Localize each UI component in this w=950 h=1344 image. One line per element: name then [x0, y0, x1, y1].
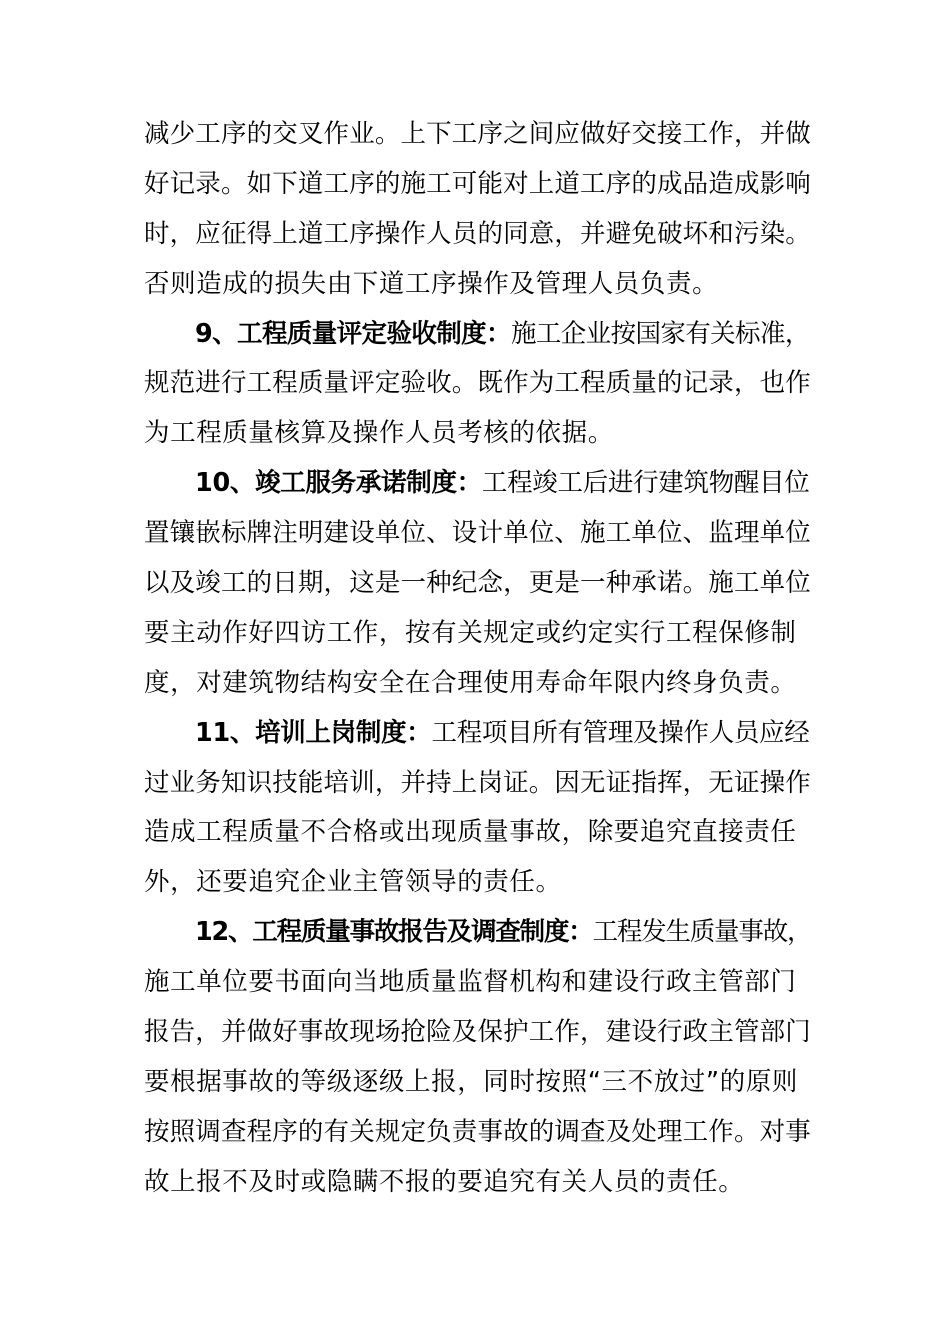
text-line: 要根据事故的等级逐级上报，同时按照“三不放过”的原则 [144, 1066, 799, 1097]
text-line: 过业务知识技能培训，并持上岗证。因无证指挥，无证操作 [144, 767, 811, 798]
item-text: 施工企业按国家有关标准， [510, 318, 810, 349]
text-line: 施工单位要书面向当地质量监督机构和建设行政主管部门 [144, 967, 797, 998]
text-line: 好记录。如下道工序的施工可能对上道工序的成品造成影响 [144, 168, 811, 199]
item-heading: 12、工程质量事故报告及调查制度： [195, 917, 593, 948]
text-line: 否则造成的损失由下道工序操作及管理人员负责。 [144, 268, 719, 299]
item-text: 工程竣工后进行建筑物醒目位 [481, 468, 810, 499]
item-text: 工程项目所有管理及操作人员应经 [431, 717, 810, 748]
paragraph-intro [144, 110, 812, 310]
item-heading: 9、工程质量评定验收制度： [195, 318, 511, 349]
text-line: 置镶嵌标牌注明建设单位、设计单位、施工单位、监理单位 [144, 518, 811, 549]
text-line: 按照调查程序的有关规定负责事故的调查及处理工作。对事 [144, 1116, 811, 1147]
text-line: 以及竣工的日期，这是一种纪念，更是一种承诺。施工单位 [144, 568, 811, 599]
text-line: 为工程质量核算及操作人员考核的依据。 [144, 418, 614, 449]
document-body [144, 110, 812, 1208]
text-line: 时，应征得上道工序操作人员的同意，并避免破坏和污染。 [144, 218, 811, 249]
item-heading: 11、培训上岗制度： [195, 717, 432, 748]
paragraph-item-9 [144, 310, 812, 460]
text-line: 减少工序的交叉作业。上下工序之间应做好交接工作，并做 [144, 119, 811, 149]
text-line: 度，对建筑物结构安全在合理使用寿命年限内终身负责。 [144, 667, 797, 698]
paragraph-item-12 [144, 908, 812, 1207]
text-line: 规范进行工程质量评定验收。既作为工程质量的记录，也作 [144, 368, 811, 399]
text-line: 报告，并做好事故现场抢险及保护工作，建设行政主管部门 [144, 1017, 811, 1048]
text-line [144, 310, 812, 360]
text-line: 要主动作好四访工作，按有关规定或约定实行工程保修制 [144, 617, 797, 648]
text-line [144, 908, 812, 958]
item-heading: 10、竣工服务承诺制度： [195, 468, 482, 499]
text-line [144, 709, 812, 759]
text-line: 造成工程质量不合格或出现质量事故，除要追究直接责任 [144, 817, 797, 848]
item-text: 工程发生质量事故， [592, 917, 812, 948]
text-line: 外，还要追究企业主管领导的责任。 [144, 867, 562, 898]
text-line [144, 459, 812, 509]
paragraph-item-10 [144, 459, 812, 708]
paragraph-item-11 [144, 709, 812, 909]
text-line: 故上报不及时或隐瞒不报的要追究有关人员的责任。 [144, 1166, 745, 1197]
